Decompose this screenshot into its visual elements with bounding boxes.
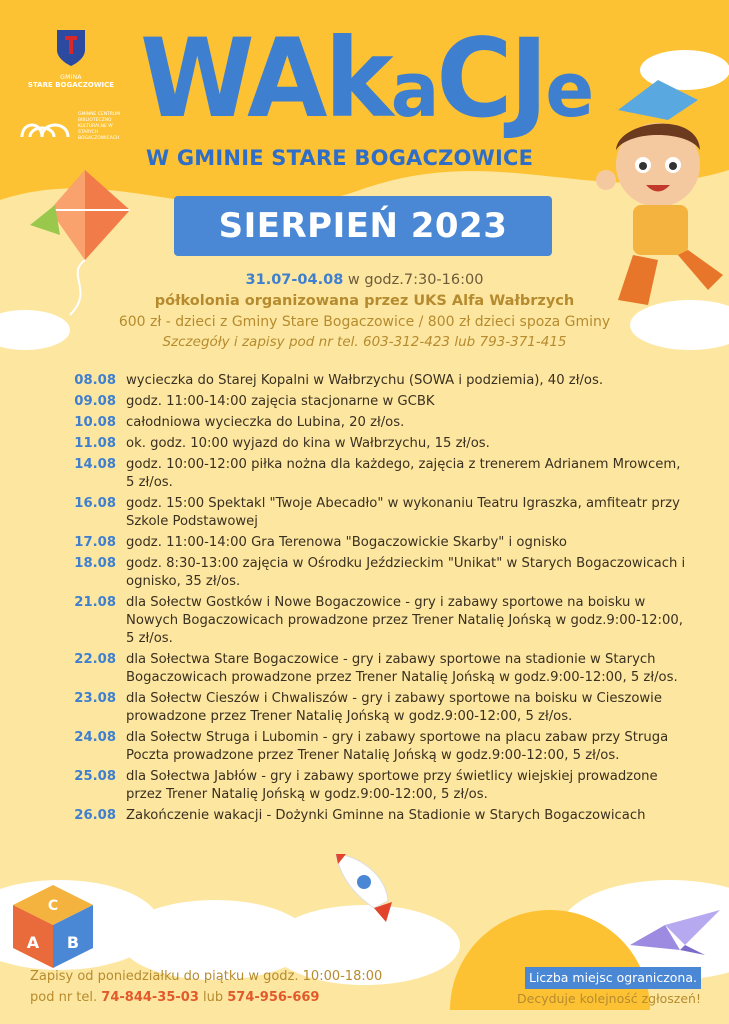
title-part: CJ: [436, 13, 546, 143]
schedule-date: 24.08: [74, 730, 116, 745]
schedule-date: 08.08: [74, 373, 116, 388]
camp-hours: w godz.7:30-16:00: [343, 272, 484, 288]
schedule-row: [52, 435, 692, 453]
schedule-row: [52, 534, 692, 552]
schedule-row: [52, 594, 692, 648]
schedule-row: [52, 807, 692, 825]
schedule-text: całodniowa wycieczka do Lubina, 20 zł/os.: [126, 415, 405, 430]
title-part: WAk: [140, 13, 391, 143]
schedule-text: wycieczka do Starej Kopalni w Wałbrzychu (SOWA i podziemia), 40 zł/os.: [126, 373, 604, 388]
schedule-date: 26.08: [74, 808, 116, 823]
prices-line: 600 zł - dzieci z Gminy Stare Bogaczowice / 800 zł dzieci spoza Gminy: [118, 314, 611, 330]
gmina-logo: [26, 28, 116, 89]
schedule-date: 10.08: [74, 415, 116, 430]
schedule-date: 18.08: [74, 556, 116, 571]
schedule-date: 14.08: [74, 457, 116, 472]
schedule-text: godz. 8:30-13:00 zajęcia w Ośrodku Jeździeckim "Unikat" w Starych Bogaczowicach i ognisko, 35 zł/os.: [126, 556, 686, 589]
paper-crane-icon: [625, 905, 725, 960]
contact-line: Szczegóły i zapisy pod nr tel. 603-312-423 lub 793-371-415: [162, 334, 567, 350]
schedule-list: [52, 372, 692, 828]
schedule-date: 21.08: [74, 595, 116, 610]
schedule-text: Zakończenie wakacji - Dożynki Gminne na Stadionie w Starych Bogaczowicach: [126, 808, 646, 823]
abc-letter: C: [47, 898, 59, 914]
schedule-row: [52, 651, 692, 687]
gcbk-text: GMINNE CENTRUM BIBLIOTECZNO KULTURALNE W STARYCH BOGACZOWICACH: [78, 112, 121, 141]
schedule-row: [52, 768, 692, 804]
title-part: a: [390, 45, 437, 134]
camp-dates-range: 31.07-04.08: [245, 272, 344, 288]
schedule-row: [52, 729, 692, 765]
rocket-icon: [326, 846, 406, 926]
phone-number[interactable]: 74-844-35-03: [101, 990, 199, 1005]
title-part: e: [545, 45, 592, 134]
abc-letter: A: [26, 933, 40, 952]
footer-phones-prefix: pod nr tel.: [30, 990, 102, 1005]
footer-registration: [30, 966, 382, 1008]
schedule-row: [52, 393, 692, 411]
limited-places-badge: Liczba miejsc ograniczona.: [525, 967, 701, 989]
gcbk-icon: [18, 113, 74, 141]
schedule-row: [52, 456, 692, 492]
subtitle: W GMINIE STARE BOGACZOWICE: [146, 146, 534, 170]
first-come-note: Decyduje kolejność zgłoszeń!: [517, 991, 701, 1006]
crest-icon: [55, 28, 87, 68]
gmina-name: STARE BOGACZOWICE: [27, 81, 115, 89]
schedule-date: 11.08: [74, 436, 116, 451]
schedule-row: [52, 555, 692, 591]
camp-dates: [0, 272, 729, 288]
footer-phones: [30, 987, 382, 1008]
schedule-text: godz. 11:00-14:00 zajęcia stacjonarne w GCBK: [126, 394, 435, 409]
schedule-row: [52, 372, 692, 390]
schedule-date: 16.08: [74, 496, 116, 511]
schedule-text: godz. 11:00-14:00 Gra Terenowa "Bogaczowickie Skarby" i ognisko: [126, 535, 567, 550]
schedule-text: dla Sołectwa Stare Bogaczowice - gry i zabawy sportowe na stadionie w Starych Bogaczowicach prowadzone przez Trener Natalię Jońską w godz.9:00-12:00, 5 zł/os.: [126, 652, 678, 685]
schedule-text: dla Sołectw Gostków i Nowe Bogaczowice - gry i zabawy sportowe na boisku w Nowych Bogaczowicach prowadzone przez Trener Natalię Jońską w godz.9:00-12:00, 5 zł/os.: [126, 595, 683, 646]
gcbk-logo: [18, 112, 128, 142]
organizer-line: półkolonia organizowana przez UKS Alfa Wałbrzych: [154, 293, 575, 309]
title-wakacje: [140, 13, 592, 143]
footer-notice: [517, 967, 701, 1009]
month-title: SIERPIEŃ 2023: [218, 206, 508, 246]
schedule-date: 09.08: [74, 394, 116, 409]
schedule-text: dla Sołectw Cieszów i Chwaliszów - gry i zabawy sportowe na boisku w Cieszowie prowadzone przez Trener Natalię Jońską w godz.9:00-12:00, 5 zł/os.: [126, 691, 662, 724]
schedule-text: godz. 15:00 Spektakl "Twoje Abecadło" w wykonaniu Teatru Igraszka, amfiteatr przy Szkole Podstawowej: [126, 496, 680, 529]
schedule-row: [52, 690, 692, 726]
schedule-text: ok. godz. 10:00 wyjazd do kina w Wałbrzychu, 15 zł/os.: [126, 436, 490, 451]
schedule-date: 25.08: [74, 769, 116, 784]
footer-hours: Zapisy od poniedziałku do piątku w godz. 10:00-18:00: [30, 969, 383, 984]
schedule-date: 22.08: [74, 652, 116, 667]
schedule-date: 23.08: [74, 691, 116, 706]
schedule-text: godz. 10:00-12:00 piłka nożna dla każdego, zajęcia z trenerem Adrianem Mrowcem, 5 zł/os.: [126, 457, 681, 490]
schedule-row: [52, 495, 692, 531]
gmina-label: GMINA: [60, 74, 82, 81]
phone-number[interactable]: 574-956-669: [227, 990, 320, 1005]
schedule-date: 17.08: [74, 535, 116, 550]
abc-block-icon: [8, 880, 98, 970]
schedule-row: [52, 414, 692, 432]
schedule-text: dla Sołectw Struga i Lubomin - gry i zabawy sportowe na placu zabaw przy Struga Poczta prowadzone przez Trener Natalię Jońską w godz.9:00-12:00, 5 zł/os.: [126, 730, 669, 763]
month-banner: [174, 196, 552, 256]
abc-letter: B: [66, 933, 80, 952]
schedule-text: dla Sołectwa Jabłów - gry i zabawy sportowe przy świetlicy wiejskiej prowadzone przez Trener Natalię Jońską w godz.9:00-12:00, 5 zł/os.: [126, 769, 658, 802]
footer-phones-mid: lub: [198, 990, 228, 1005]
